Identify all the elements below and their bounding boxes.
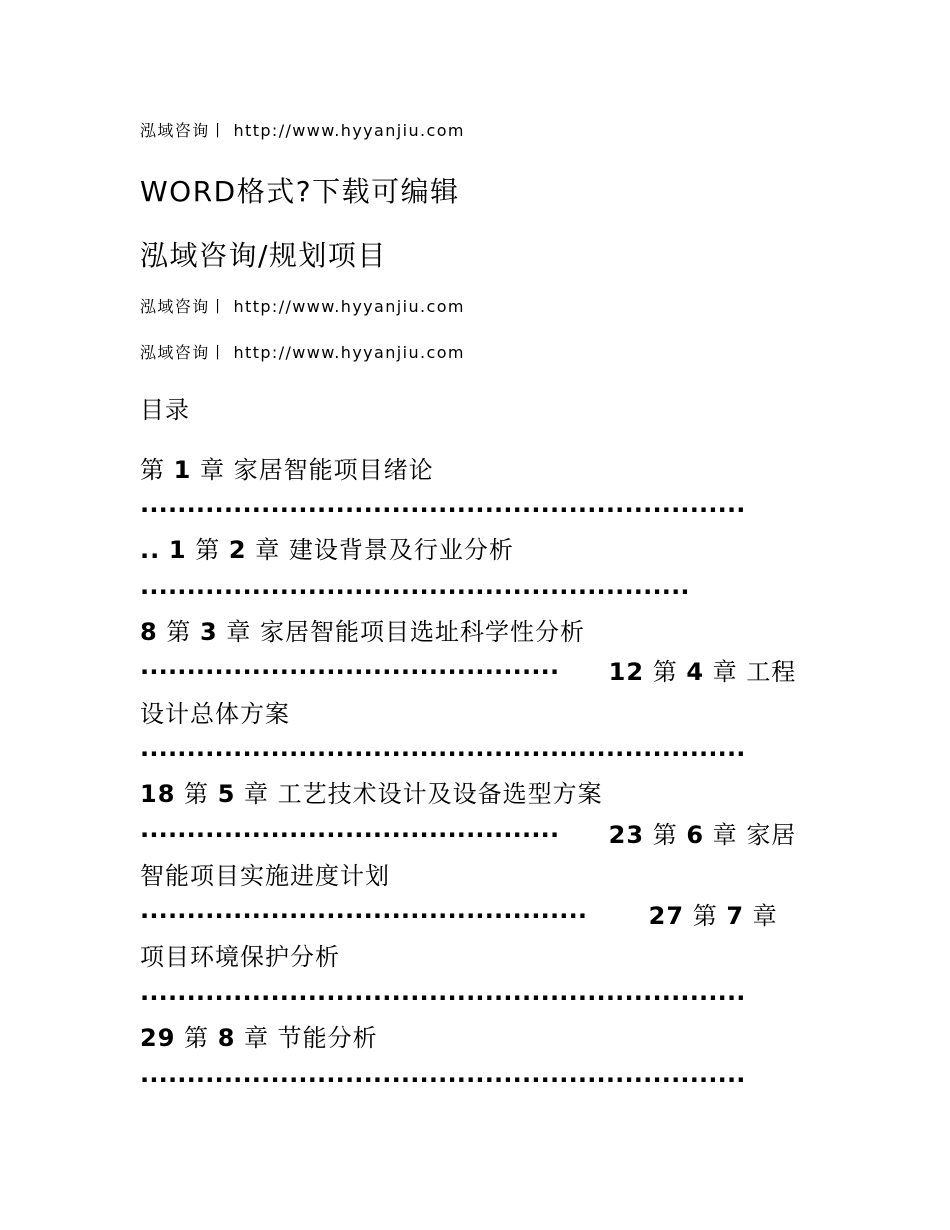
- chapter-title: 家居: [746, 821, 797, 849]
- toc-entry-ch4[interactable]: [140, 652, 796, 687]
- chapter-number: 2: [228, 536, 247, 564]
- chapter-zhang: 章: [199, 456, 225, 484]
- leader-dots: .............................................: [140, 815, 560, 843]
- chapter-title: 工程: [746, 658, 797, 686]
- leader-dots: .................................................................: [140, 734, 746, 762]
- toc-entry-ch8[interactable]: [140, 1018, 378, 1053]
- document-subtitle: 泓域咨询/规划项目: [140, 239, 387, 272]
- toc-entry-ch7[interactable]: [140, 896, 778, 931]
- toc-entry-ch5[interactable]: [140, 774, 603, 809]
- chapter-zhang: 章: [244, 780, 270, 808]
- chapter-zhang: 章: [712, 821, 738, 849]
- page-number-ch4: 18: [140, 780, 176, 808]
- chapter-word: 第: [140, 456, 165, 484]
- chapter-number: 1: [173, 456, 192, 484]
- chapter-zhang: 章: [712, 658, 738, 686]
- leader-dots: .................................................................: [140, 1060, 746, 1088]
- chapter-word: 第: [692, 902, 718, 930]
- document-title: WORD格式?下载可编辑: [140, 175, 460, 208]
- leader-dots: .................................................................: [140, 978, 746, 1006]
- header-line: 泓域咨询丨 http://www.hyyanjiu.com: [140, 121, 465, 140]
- chapter-title: 节能分析: [277, 1024, 378, 1052]
- chapter-number: 8: [217, 1024, 236, 1052]
- toc-entry-ch6[interactable]: [140, 815, 796, 850]
- toc-entry-ch1[interactable]: [140, 450, 434, 485]
- chapter-title: 工艺技术设计及设备选型方案: [277, 780, 603, 808]
- leader-dots: .............................................: [140, 652, 560, 680]
- chapter-zhang: 章: [244, 1024, 270, 1052]
- chapter-number: 3: [199, 618, 218, 646]
- chapter-title: 项目环境保护分析: [140, 943, 340, 971]
- toc-entry-ch2[interactable]: [140, 530, 514, 565]
- page-number-ch2: 8: [140, 618, 158, 646]
- chapter-word: 第: [652, 658, 678, 686]
- chapter-title-cont: 智能项目实施进度计划: [140, 862, 390, 890]
- leader-dots-end: ..: [140, 536, 161, 564]
- leader-dots: ...........................................................: [140, 572, 690, 600]
- chapter-zhang: 章: [226, 618, 252, 646]
- chapter-word: 第: [184, 1024, 210, 1052]
- chapter-zhang: 章: [752, 902, 778, 930]
- chapter-word: 第: [166, 618, 192, 646]
- chapter-number: 7: [726, 902, 745, 930]
- chapter-word: 第: [195, 536, 221, 564]
- chapter-number: 6: [686, 821, 705, 849]
- chapter-title: 家居智能项目选址科学性分析: [259, 618, 585, 646]
- chapter-number: 4: [686, 658, 705, 686]
- page-number-ch1: 1: [168, 536, 187, 564]
- toc-entry-ch3[interactable]: [140, 612, 585, 647]
- page-number-ch3: 12: [608, 658, 645, 686]
- chapter-title: 建设背景及行业分析: [288, 536, 514, 564]
- chapter-zhang: 章: [255, 536, 281, 564]
- leader-dots: ................................................: [140, 896, 588, 924]
- chapter-title-cont: 设计总体方案: [140, 700, 290, 728]
- chapter-number: 5: [217, 780, 236, 808]
- page-number-ch5: 23: [608, 821, 645, 849]
- header-line-3: 泓域咨询丨 http://www.hyyanjiu.com: [140, 343, 465, 362]
- chapter-word: 第: [652, 821, 678, 849]
- toc-heading: 目录: [140, 396, 190, 424]
- chapter-title: 家居智能项目绪论: [233, 456, 434, 484]
- header-line-2: 泓域咨询丨 http://www.hyyanjiu.com: [140, 297, 465, 316]
- leader-dots: .................................................................: [140, 490, 746, 518]
- chapter-word: 第: [184, 780, 210, 808]
- page-number-ch7: 29: [140, 1024, 176, 1052]
- page-number-ch6: 27: [648, 902, 685, 930]
